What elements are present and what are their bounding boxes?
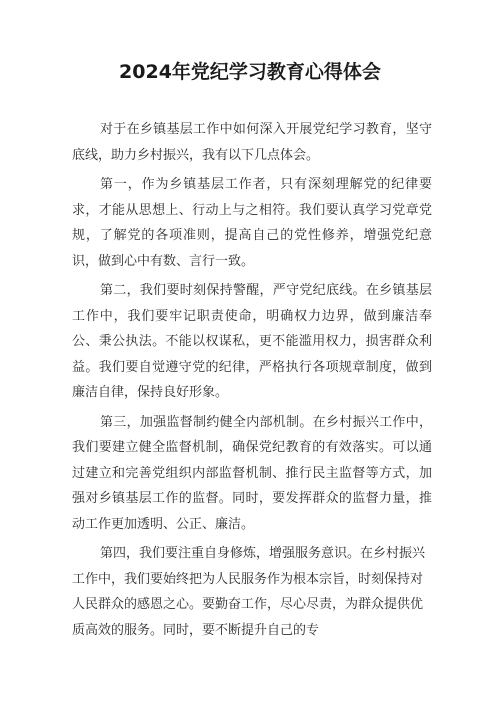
paragraph-intro: 对于在乡镇基层工作中如何深入开展党纪学习教育，坚守底线，助力乡村振兴，我有以下几点体会。 bbox=[72, 122, 432, 163]
document-body bbox=[72, 117, 432, 647]
paragraph-second: 第二，我们要时刻保持警醒，严守党纪底线。在乡镇基层工作中，我们要牢记职责使命，明确权力边界，做到廉洁奉公、秉公执法。不能以权谋私，更不能滥用权力，损害群众利益。我们要自觉遵守党的纪律，严格执行各项规章制度，做到廉洁自律，保持良好形象。 bbox=[72, 283, 432, 400]
paragraph-fourth: 第四，我们要注重自身修炼，增强服务意识。在乡村振兴工作中，我们要始终把为人民服务作为根本宗旨，时刻保持对人民群众的感恩之心。要勤奋工作，尽心尽责，为群众提供优质高效的服务。同时，要不断提升自己的专 bbox=[72, 546, 426, 638]
paragraph-first: 第一，作为乡镇基层工作者，只有深刻理解党的纪律要求，才能从思想上、行动上与之相符。我们要认真学习党章党规，了解党的各项准则，提高自己的党性修养，增强党纪意识，做到心中有数、言行一致。 bbox=[72, 177, 432, 269]
document-title: 2024年党纪学习教育心得体会 bbox=[119, 61, 381, 83]
paragraph-third: 第三，加强监督制约健全内部机制。在乡村振兴工作中，我们要建立健全监督机制，确保党纪教育的有效落实。可以通过建立和完善党组织内部监督机制、推行民主监督等方式，加强对乡镇基层工作的监督。同时，要发挥群众的监督力量，推动工作更加透明、公正、廉洁。 bbox=[72, 414, 432, 532]
